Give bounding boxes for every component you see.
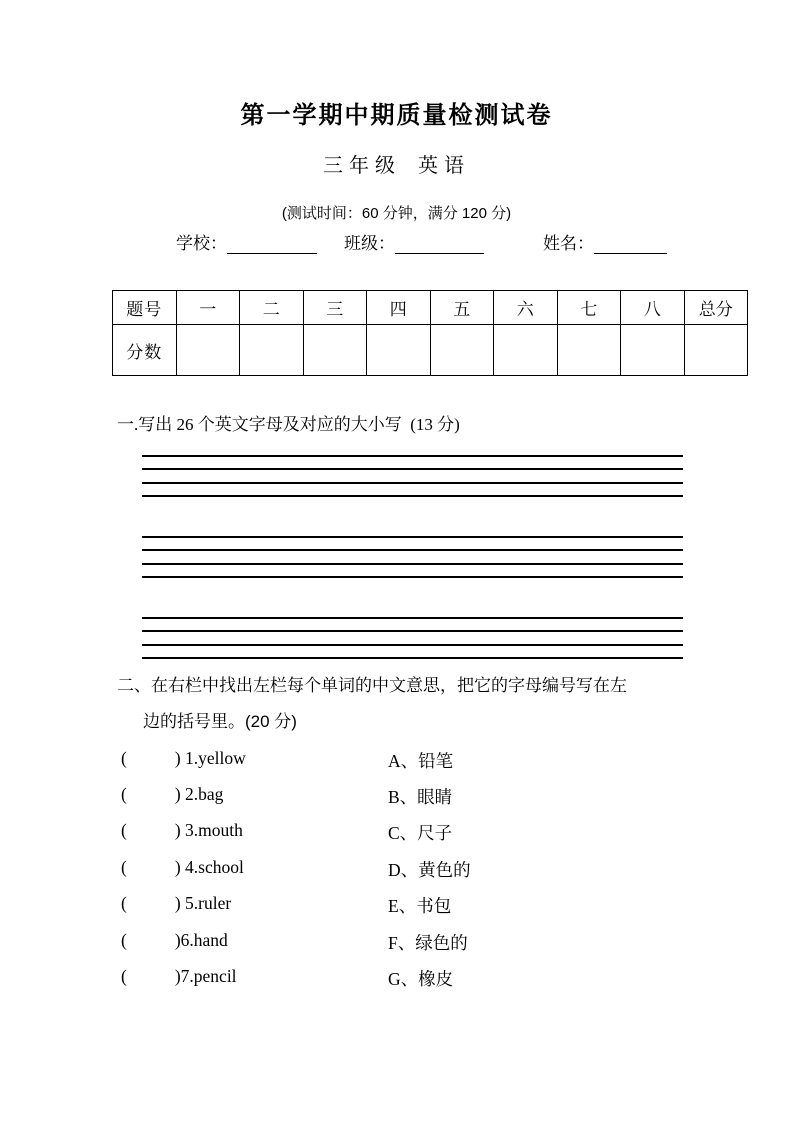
class-blank[interactable] xyxy=(395,233,484,254)
name-label: 姓名： xyxy=(543,234,594,253)
paren-close: ) xyxy=(174,748,181,768)
writing-line xyxy=(142,644,683,646)
match-item-row xyxy=(0,784,793,810)
score-table-header-cell: 五 xyxy=(430,291,494,325)
match-word: 6.hand xyxy=(180,930,228,950)
match-item-left xyxy=(121,930,228,951)
score-cell[interactable] xyxy=(240,325,304,376)
score-cell[interactable] xyxy=(557,325,621,376)
match-option: F、绿色的 xyxy=(388,933,468,953)
score-cell[interactable] xyxy=(303,325,367,376)
match-item-row xyxy=(0,748,793,774)
answer-blank[interactable] xyxy=(127,933,175,951)
writing-line xyxy=(142,563,683,565)
match-word: 3.mouth xyxy=(180,820,243,840)
exam-time-score-note: (测试时间：60 分钟，满分 120 分) xyxy=(281,205,512,222)
writing-line xyxy=(142,482,683,484)
score-cell[interactable] xyxy=(684,325,748,376)
answer-blank[interactable] xyxy=(127,823,175,841)
match-option: A、铅笔 xyxy=(388,751,454,771)
paren-open: ( xyxy=(121,820,127,840)
match-option: E、书包 xyxy=(388,896,452,916)
match-word: 4.school xyxy=(180,857,244,877)
match-option: C、尺子 xyxy=(388,823,453,843)
paper-title: 第一学期中期质量检测试卷 xyxy=(240,102,553,129)
school-blank[interactable] xyxy=(227,233,317,254)
paren-close: ) xyxy=(174,966,181,986)
score-table-header-cell: 三 xyxy=(303,291,367,325)
score-table-header-row xyxy=(113,291,748,325)
match-item-row xyxy=(0,930,793,956)
letter-writing-lines-group[interactable] xyxy=(142,536,683,578)
answer-blank[interactable] xyxy=(127,751,175,769)
writing-line xyxy=(142,617,683,619)
name-field xyxy=(543,229,667,254)
match-word: 1.yellow xyxy=(180,748,246,768)
match-word: 7.pencil xyxy=(180,966,237,986)
answer-blank[interactable] xyxy=(127,860,175,878)
school-field xyxy=(176,229,317,254)
writing-line xyxy=(142,495,683,497)
writing-line xyxy=(142,657,683,659)
match-item-row xyxy=(0,893,793,919)
match-option: B、眼睛 xyxy=(388,787,453,807)
name-blank[interactable] xyxy=(594,233,667,254)
writing-line xyxy=(142,455,683,457)
paren-open: ( xyxy=(121,930,127,950)
match-item-left xyxy=(121,893,231,914)
match-item-row xyxy=(0,857,793,883)
letter-writing-lines-group[interactable] xyxy=(142,455,683,497)
class-label: 班级： xyxy=(344,234,395,253)
match-item-left xyxy=(121,857,244,878)
answer-blank[interactable] xyxy=(127,896,175,914)
match-item-left xyxy=(121,784,223,805)
score-table-header-cell: 六 xyxy=(494,291,558,325)
match-word: 2.bag xyxy=(180,784,224,804)
score-cell[interactable] xyxy=(430,325,494,376)
score-table-header-cell: 一 xyxy=(176,291,240,325)
score-table-header-cell: 四 xyxy=(367,291,431,325)
score-table-score-row xyxy=(113,325,748,376)
score-table-header-cell: 二 xyxy=(240,291,304,325)
score-table-header-cell: 总分 xyxy=(684,291,748,325)
match-item-row xyxy=(0,820,793,846)
paren-open: ( xyxy=(121,966,127,986)
score-table-header-cell: 题号 xyxy=(113,291,177,325)
answer-blank[interactable] xyxy=(127,969,175,987)
writing-line xyxy=(142,576,683,578)
writing-line xyxy=(142,536,683,538)
match-option: D、黄色的 xyxy=(388,860,471,880)
paren-open: ( xyxy=(121,784,127,804)
match-word: 5.ruler xyxy=(180,893,232,913)
paren-open: ( xyxy=(121,893,127,913)
paren-close: ) xyxy=(174,820,181,840)
writing-line xyxy=(142,549,683,551)
paren-open: ( xyxy=(121,857,127,877)
school-label: 学校： xyxy=(176,234,227,253)
score-cell[interactable] xyxy=(176,325,240,376)
grade-subject-subtitle: 三年级 英语 xyxy=(323,155,470,177)
match-option: G、橡皮 xyxy=(388,969,454,989)
writing-line xyxy=(142,630,683,632)
match-item-left xyxy=(121,966,237,987)
letter-writing-lines-group[interactable] xyxy=(142,617,683,659)
score-row-label: 分数 xyxy=(113,325,177,376)
match-item-left xyxy=(121,748,246,769)
paren-close: ) xyxy=(174,784,181,804)
match-item-row xyxy=(0,966,793,992)
paren-close: ) xyxy=(174,930,181,950)
section-two-heading-line2: 边的括号里。(20 分) xyxy=(143,712,297,731)
section-two-heading-line1: 二、在右栏中找出左栏每个单词的中文意思，把它的字母编号写在左 xyxy=(117,676,627,695)
score-table-header-cell: 七 xyxy=(557,291,621,325)
writing-line xyxy=(142,468,683,470)
score-cell[interactable] xyxy=(494,325,558,376)
score-table-header-cell: 八 xyxy=(621,291,685,325)
score-table xyxy=(112,290,748,376)
match-item-left xyxy=(121,820,243,841)
score-cell[interactable] xyxy=(621,325,685,376)
paren-open: ( xyxy=(121,748,127,768)
score-cell[interactable] xyxy=(367,325,431,376)
paren-close: ) xyxy=(174,857,181,877)
section-one-heading: 一.写出 26 个英文字母及对应的大小写 (13 分) xyxy=(117,415,460,434)
answer-blank[interactable] xyxy=(127,787,175,805)
paren-close: ) xyxy=(174,893,181,913)
class-field xyxy=(344,229,484,254)
